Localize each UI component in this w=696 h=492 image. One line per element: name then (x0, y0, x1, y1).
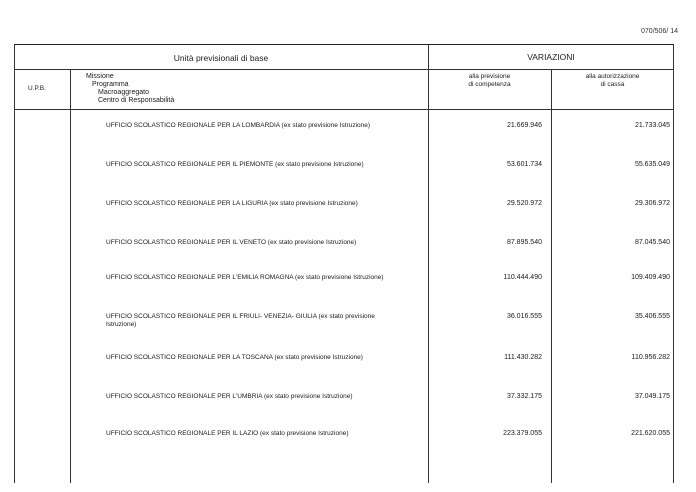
hierarchy-centro: Centro di Responsabilità (98, 97, 175, 104)
hierarchy-labels (86, 73, 174, 105)
row-competenza: 223.379.055 (503, 430, 542, 437)
row-description: UFFICIO SCOLASTICO REGIONALE PER LA LOMBARDIA (ex stato previsione Istruzione) (106, 122, 371, 129)
variazioni-title: VARIAZIONI (527, 52, 575, 62)
row-competenza: 87.895.540 (506, 239, 542, 246)
row-cassa: 110.956.282 (631, 354, 670, 361)
row-cassa: 35.406.555 (634, 313, 670, 320)
row-description: UFFICIO SCOLASTICO REGIONALE PER L'UMBRIA (ex stato previsione Istruzione) (106, 393, 353, 400)
subheader-divider (14, 109, 674, 110)
table-row (14, 430, 674, 468)
col-cassa-header (551, 73, 674, 89)
row-description: UFFICIO SCOLASTICO REGIONALE PER LA LIGURIA (ex stato previsione Istruzione) (106, 200, 358, 207)
table-row (14, 391, 674, 429)
budget-table (14, 44, 674, 483)
table-row (14, 235, 674, 273)
table-row (14, 118, 674, 156)
header-divider (14, 69, 674, 70)
row-description: UFFICIO SCOLASTICO REGIONALE PER IL FRIULI- VENEZIA- GIULIA (ex stato previsione Istruzione) (106, 313, 375, 328)
col-competenza-line2: di competenza (468, 81, 511, 88)
row-cassa: 37.049.175 (634, 393, 670, 400)
table-row (14, 196, 674, 234)
col-competenza-line1: alla previsione (468, 73, 511, 80)
table-row (14, 274, 674, 312)
row-description: UFFICIO SCOLASTICO REGIONALE PER IL VENETO (ex stato previsione Istruzione) (106, 239, 357, 246)
row-cassa: 221.620.055 (631, 430, 670, 437)
row-competenza: 29.520.972 (506, 200, 542, 207)
row-cassa: 21.733.045 (634, 122, 670, 129)
row-competenza: 110.444.490 (503, 274, 542, 281)
row-competenza: 111.430.282 (504, 354, 542, 361)
row-competenza: 53.601.734 (506, 161, 542, 168)
table-row (14, 352, 674, 390)
upb-label: U.P.B. (28, 85, 46, 92)
row-competenza: 21.669.946 (506, 122, 542, 129)
unita-previsionali-title: Unità previsionali di base (173, 53, 269, 63)
col-cassa-line1: alla autorizzazione (585, 73, 640, 80)
col-cassa-line2: di cassa (600, 81, 625, 88)
row-competenza: 37.332.175 (506, 393, 542, 400)
table-row (14, 313, 674, 351)
row-cassa: 55.635.049 (634, 161, 670, 168)
hierarchy-programma: Programma (92, 81, 129, 88)
row-competenza: 36.016.555 (506, 313, 542, 320)
row-cassa: 29.306.972 (634, 200, 670, 207)
row-description: UFFICIO SCOLASTICO REGIONALE PER LA TOSCANA (ex stato previsione Istruzione) (106, 354, 363, 361)
col-competenza-header (428, 73, 551, 89)
row-description: UFFICIO SCOLASTICO REGIONALE PER L'EMILIA ROMAGNA (ex stato previsione Istruzione) (106, 274, 384, 281)
hierarchy-macroaggregato: Macroaggregato (98, 89, 149, 96)
table-row (14, 157, 674, 195)
row-cassa: 109.409.490 (631, 274, 670, 281)
hierarchy-missione: Missione (86, 73, 114, 80)
page-reference: 070/506/ 14 (641, 28, 678, 35)
row-description: UFFICIO SCOLASTICO REGIONALE PER IL LAZIO (ex stato previsione Istruzione) (106, 430, 349, 437)
row-description: UFFICIO SCOLASTICO REGIONALE PER IL PIEMONTE (ex stato previsione Istruzione) (106, 161, 364, 168)
row-cassa: 87.045.540 (634, 239, 670, 246)
